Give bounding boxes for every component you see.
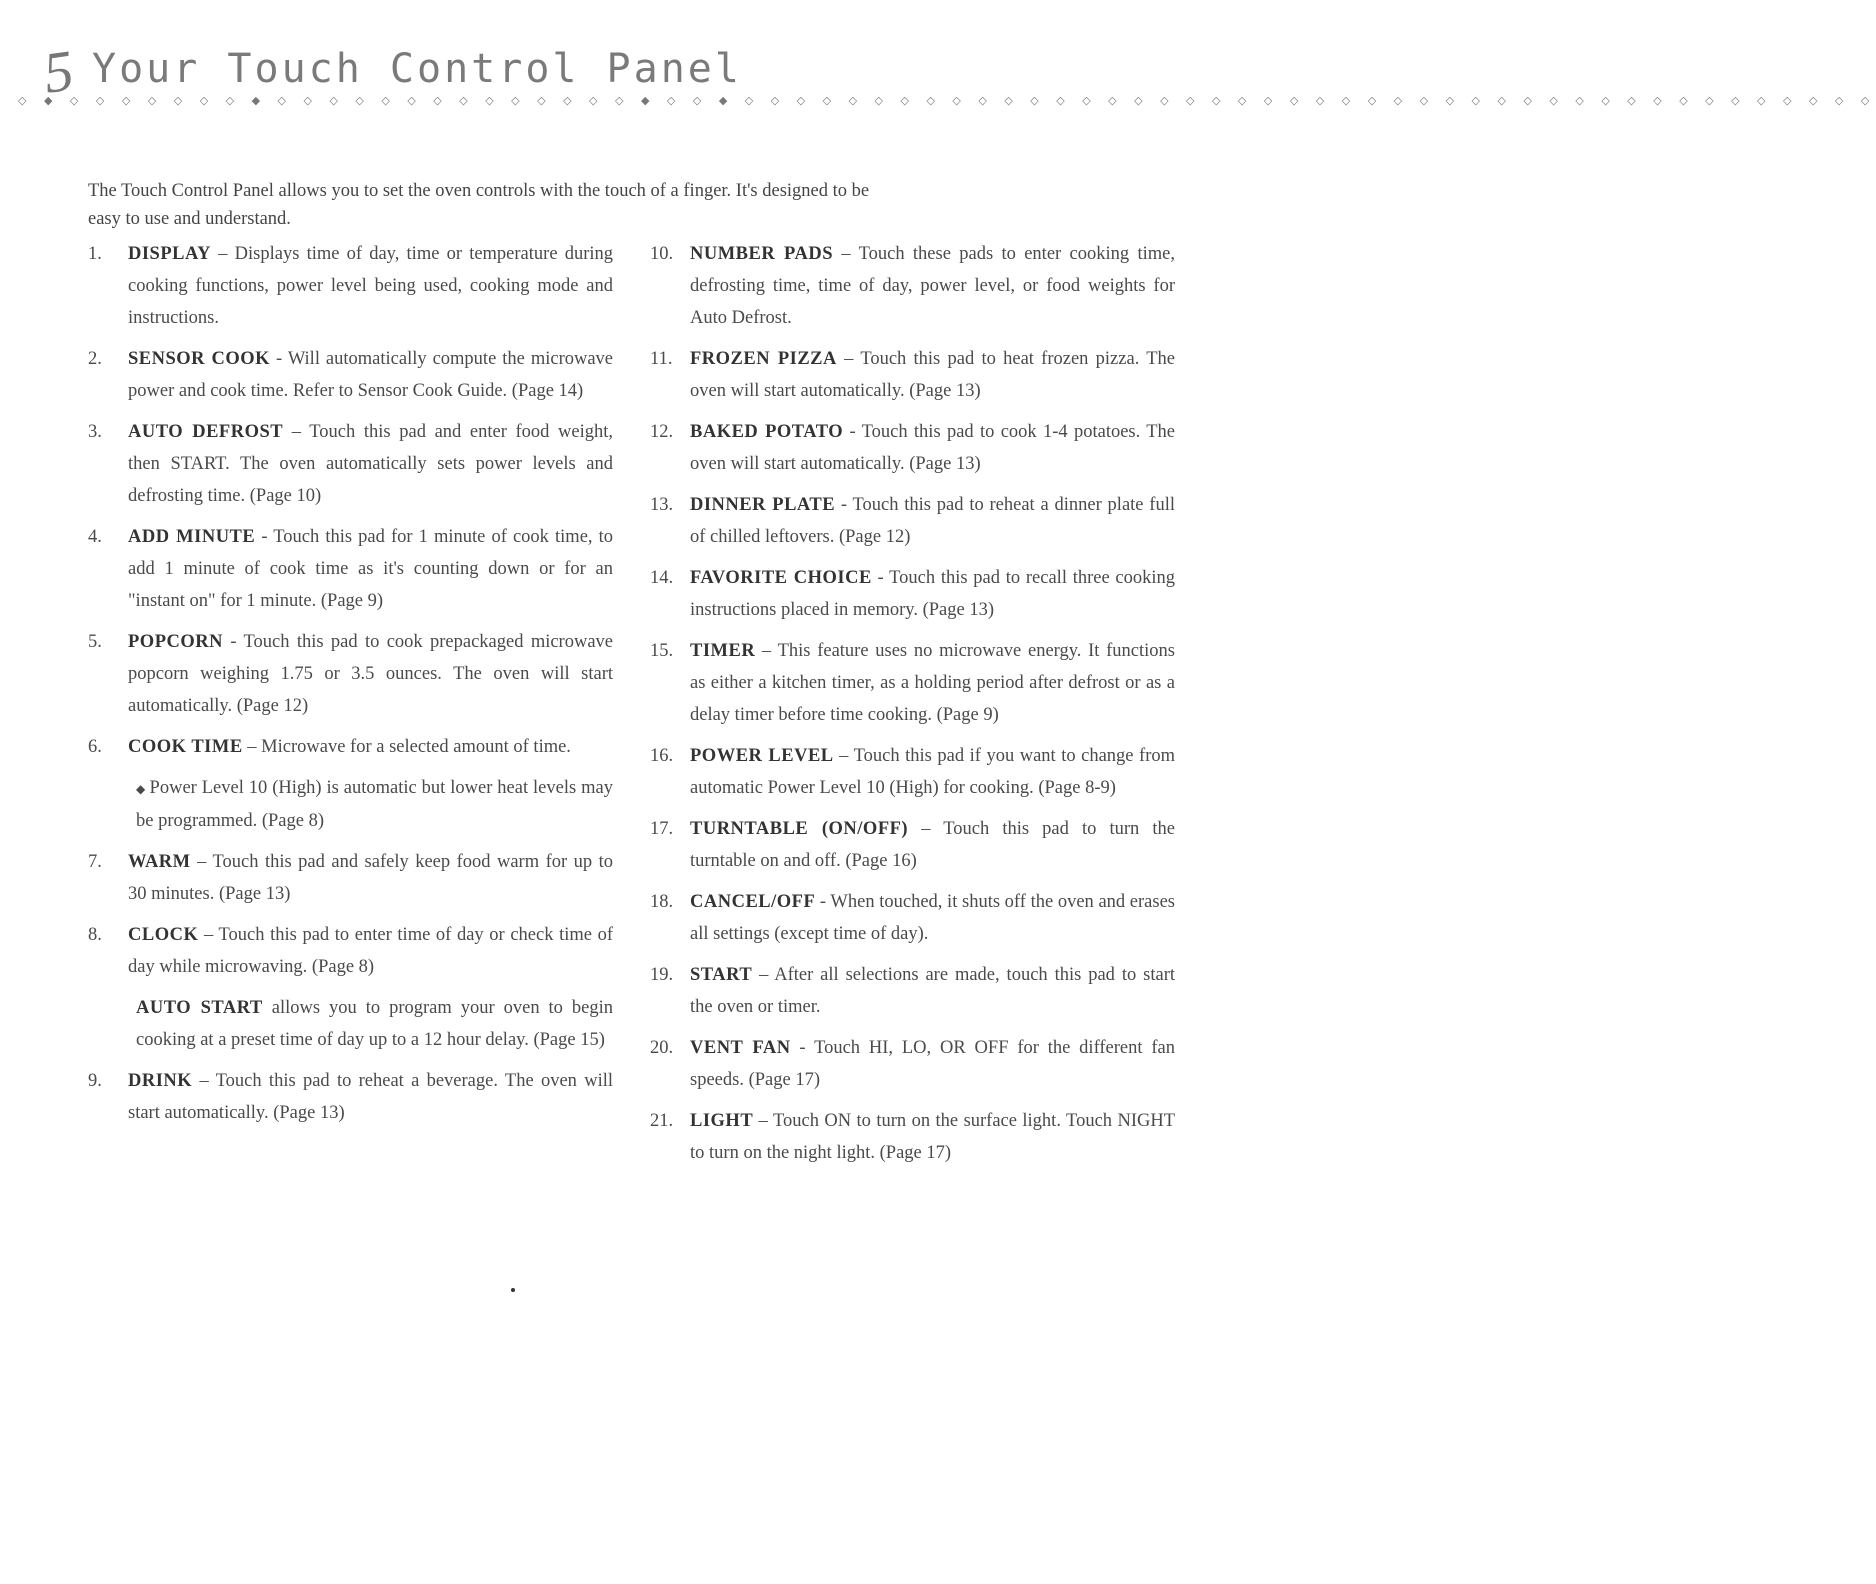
item-number: 8. [88,925,102,945]
item-description: Microwave for a selected amount of time. [261,737,571,757]
item-separator: - [255,527,274,547]
item-description: Displays time of day, time or temperature during cooking functions, power level being used, cooking mode and instructions. [128,244,614,328]
item-description: Touch HI, LO, OR OFF for the different fan speeds. (Page 17) [690,1038,1175,1090]
item-separator: – [242,737,262,757]
item-heading: LIGHT [690,1111,754,1131]
item-heading: FAVORITE CHOICE [690,568,872,588]
item-separator: – [753,1111,773,1131]
item-separator: – [833,746,854,766]
item-separator: – [755,641,778,661]
list-item [650,343,1175,407]
item-description: Touch this pad if you want to change from automatic Power Level 10 (High) for cooking. (Page 8-9) [690,746,1175,798]
item-heading: DISPLAY [128,244,212,264]
item-number: 1. [88,244,102,264]
item-description: Touch this pad to enter time of day or check time of day while microwaving. (Page 8) [128,925,613,977]
item-separator: – [752,965,775,985]
item-heading: DRINK [128,1071,193,1091]
item-number: 14. [650,568,674,588]
item-heading: CLOCK [128,925,199,945]
item-description: Touch this pad to turn the turntable on and off. (Page 16) [690,819,1176,871]
item-separator: – [211,244,235,264]
left-item-list [88,846,613,983]
page-title: Your Touch Control Panel [92,46,742,92]
item-separator: - [270,349,288,369]
diamond-divider: ◇ ◆ ◇ ◇ ◇ ◇ ◇ ◇ ◇ ◆ ◇ ◇ ◇ ◇ ◇ ◇ ◇ ◇ ◇ ◇ ◇ ◇ ◇ ◇ ◆ ◇ ◇ ◆ ◇ ◇ ◇ ◇ ◇ ◇ ◇ ◇ ◇ ◇ ◇ ◇ ◇ ◇ ◇ ◇ ◇ ◇ ◇ ◇ ◇ ◇ ◇ ◇ ◇ ◇ ◇ ◇ ◇ ◇ ◇ ◇ ◇ ◇ ◇ ◇ ◇ ◇ ◇ ◇ ◇ ◇ ◇ ◇ [18,94,1876,107]
item-heading: AUTO DEFROST [128,422,284,442]
item-separator: - [815,892,831,912]
list-item [650,238,1175,334]
item-description: Touch this pad to reheat a dinner plate full of chilled leftovers. (Page 12) [690,495,1175,547]
item-separator: - [843,422,862,442]
left-item-list [88,1065,613,1129]
power-level-note [88,772,613,837]
list-item [650,562,1175,626]
right-column [650,238,1175,1178]
item-separator: - [790,1038,815,1058]
item-number: 11. [650,349,673,369]
item-description: Touch ON to turn on the surface light. Touch NIGHT to turn on the night light. (Page 17) [690,1111,1176,1163]
item-separator: - [222,632,244,652]
item-number: 17. [650,819,674,839]
list-item [650,416,1175,480]
list-item [88,919,613,983]
item-separator: – [190,852,213,872]
list-item [88,238,613,334]
item-description: Touch this pad and safely keep food warm for up to 30 minutes. (Page 13) [128,852,613,904]
item-number: 2. [88,349,102,369]
item-separator: - [871,568,890,588]
right-item-list [650,238,1175,1169]
item-number: 9. [88,1071,102,1091]
stray-dot [511,1288,515,1292]
item-separator: – [833,244,859,264]
item-separator: – [198,925,219,945]
item-description: Touch this pad and enter food weight, then START. The oven automatically sets power levels and defrosting time. (Page 10) [128,422,614,506]
item-separator: - [835,495,853,515]
list-item [650,635,1175,731]
auto-start-text: allows you to program your oven to begin cooking at a preset time of day up to a 12 hour delay. (Page 15) [136,998,614,1050]
item-number: 13. [650,495,674,515]
list-item [650,1105,1175,1169]
item-number: 4. [88,527,102,547]
item-heading: WARM [128,852,191,872]
item-number: 5. [88,632,102,652]
item-heading: COOK TIME [128,737,243,757]
item-heading: TIMER [690,641,756,661]
list-item [650,489,1175,553]
item-description: Touch these pads to enter cooking time, defrosting time, time of day, power level, or food weights for Auto Defrost. [690,244,1175,328]
item-number: 21. [650,1111,674,1131]
item-description: Will automatically compute the microwave power and cook time. Refer to Sensor Cook Guide. (Page 14) [128,349,614,401]
item-number: 18. [650,892,674,912]
item-description: Touch this pad for 1 minute of cook time, to add 1 minute of cook time as it's counting down or for an "instant on" for 1 minute. (Page 9) [128,527,614,611]
item-description: Touch this pad to reheat a beverage. The oven will start automatically. (Page 13) [128,1071,613,1123]
item-number: 6. [88,737,102,757]
item-description: When touched, it shuts off the oven and erases all settings (except time of day). [690,892,1175,944]
left-column [88,238,613,1138]
auto-start-heading: AUTO START [136,998,263,1018]
bullet-diamond-icon: ◆ [136,782,146,796]
item-heading: DINNER PLATE [690,495,836,515]
item-heading: START [690,965,753,985]
intro-paragraph: The Touch Control Panel allows you to set the oven controls with the touch of a finger. It's designed to be easy to use and understand. [88,180,870,229]
list-item [88,1065,613,1129]
item-number: 12. [650,422,674,442]
list-item [88,626,613,722]
item-description: This feature uses no microwave energy. It functions as either a kitchen timer, as a holding period after defrost or as a delay timer before time cooking. (Page 9) [690,641,1175,725]
item-separator: – [836,349,861,369]
item-separator: – [192,1071,216,1091]
item-description: Touch this pad to cook prepackaged microwave popcorn weighing 1.75 or 3.5 ounces. The oven will start automatically. (Page 12) [128,632,613,716]
item-number: 7. [88,852,102,872]
item-heading: FROZEN PIZZA [690,349,837,369]
item-heading: NUMBER PADS [690,244,833,264]
item-number: 19. [650,965,674,985]
list-item [88,416,613,512]
item-number: 3. [88,422,102,442]
item-heading: TURNTABLE (ON/OFF) [690,819,909,839]
item-heading: POWER LEVEL [690,746,834,766]
list-item [88,731,613,763]
left-item-list [88,238,613,763]
list-item [650,813,1175,877]
item-number: 15. [650,641,674,661]
item-number: 20. [650,1038,674,1058]
item-description: Touch this pad to cook 1-4 potatoes. The oven will start automatically. (Page 13) [690,422,1175,474]
list-item [650,959,1175,1023]
item-separator: – [283,422,310,442]
item-separator: – [908,819,944,839]
item-number: 16. [650,746,674,766]
list-item [650,740,1175,804]
power-level-note-text: Power Level 10 (High) is automatic but lower heat levels may be programmed. (Page 8) [136,778,613,831]
item-heading: CANCEL/OFF [690,892,816,912]
list-item [88,846,613,910]
list-item [650,886,1175,950]
item-heading: SENSOR COOK [128,349,271,369]
item-description: Touch this pad to heat frozen pizza. The oven will start automatically. (Page 13) [690,349,1175,401]
item-heading: POPCORN [128,632,223,652]
list-item [88,343,613,407]
item-description: Touch this pad to recall three cooking instructions placed in memory. (Page 13) [690,568,1176,620]
auto-start-note [88,992,613,1056]
list-item [650,1032,1175,1096]
item-heading: ADD MINUTE [128,527,256,547]
item-description: After all selections are made, touch this pad to start the oven or timer. [690,965,1175,1017]
item-heading: VENT FAN [690,1038,791,1058]
item-heading: BAKED POTATO [690,422,844,442]
item-number: 10. [650,244,674,264]
page-number: 5 [39,37,78,106]
list-item [88,521,613,617]
